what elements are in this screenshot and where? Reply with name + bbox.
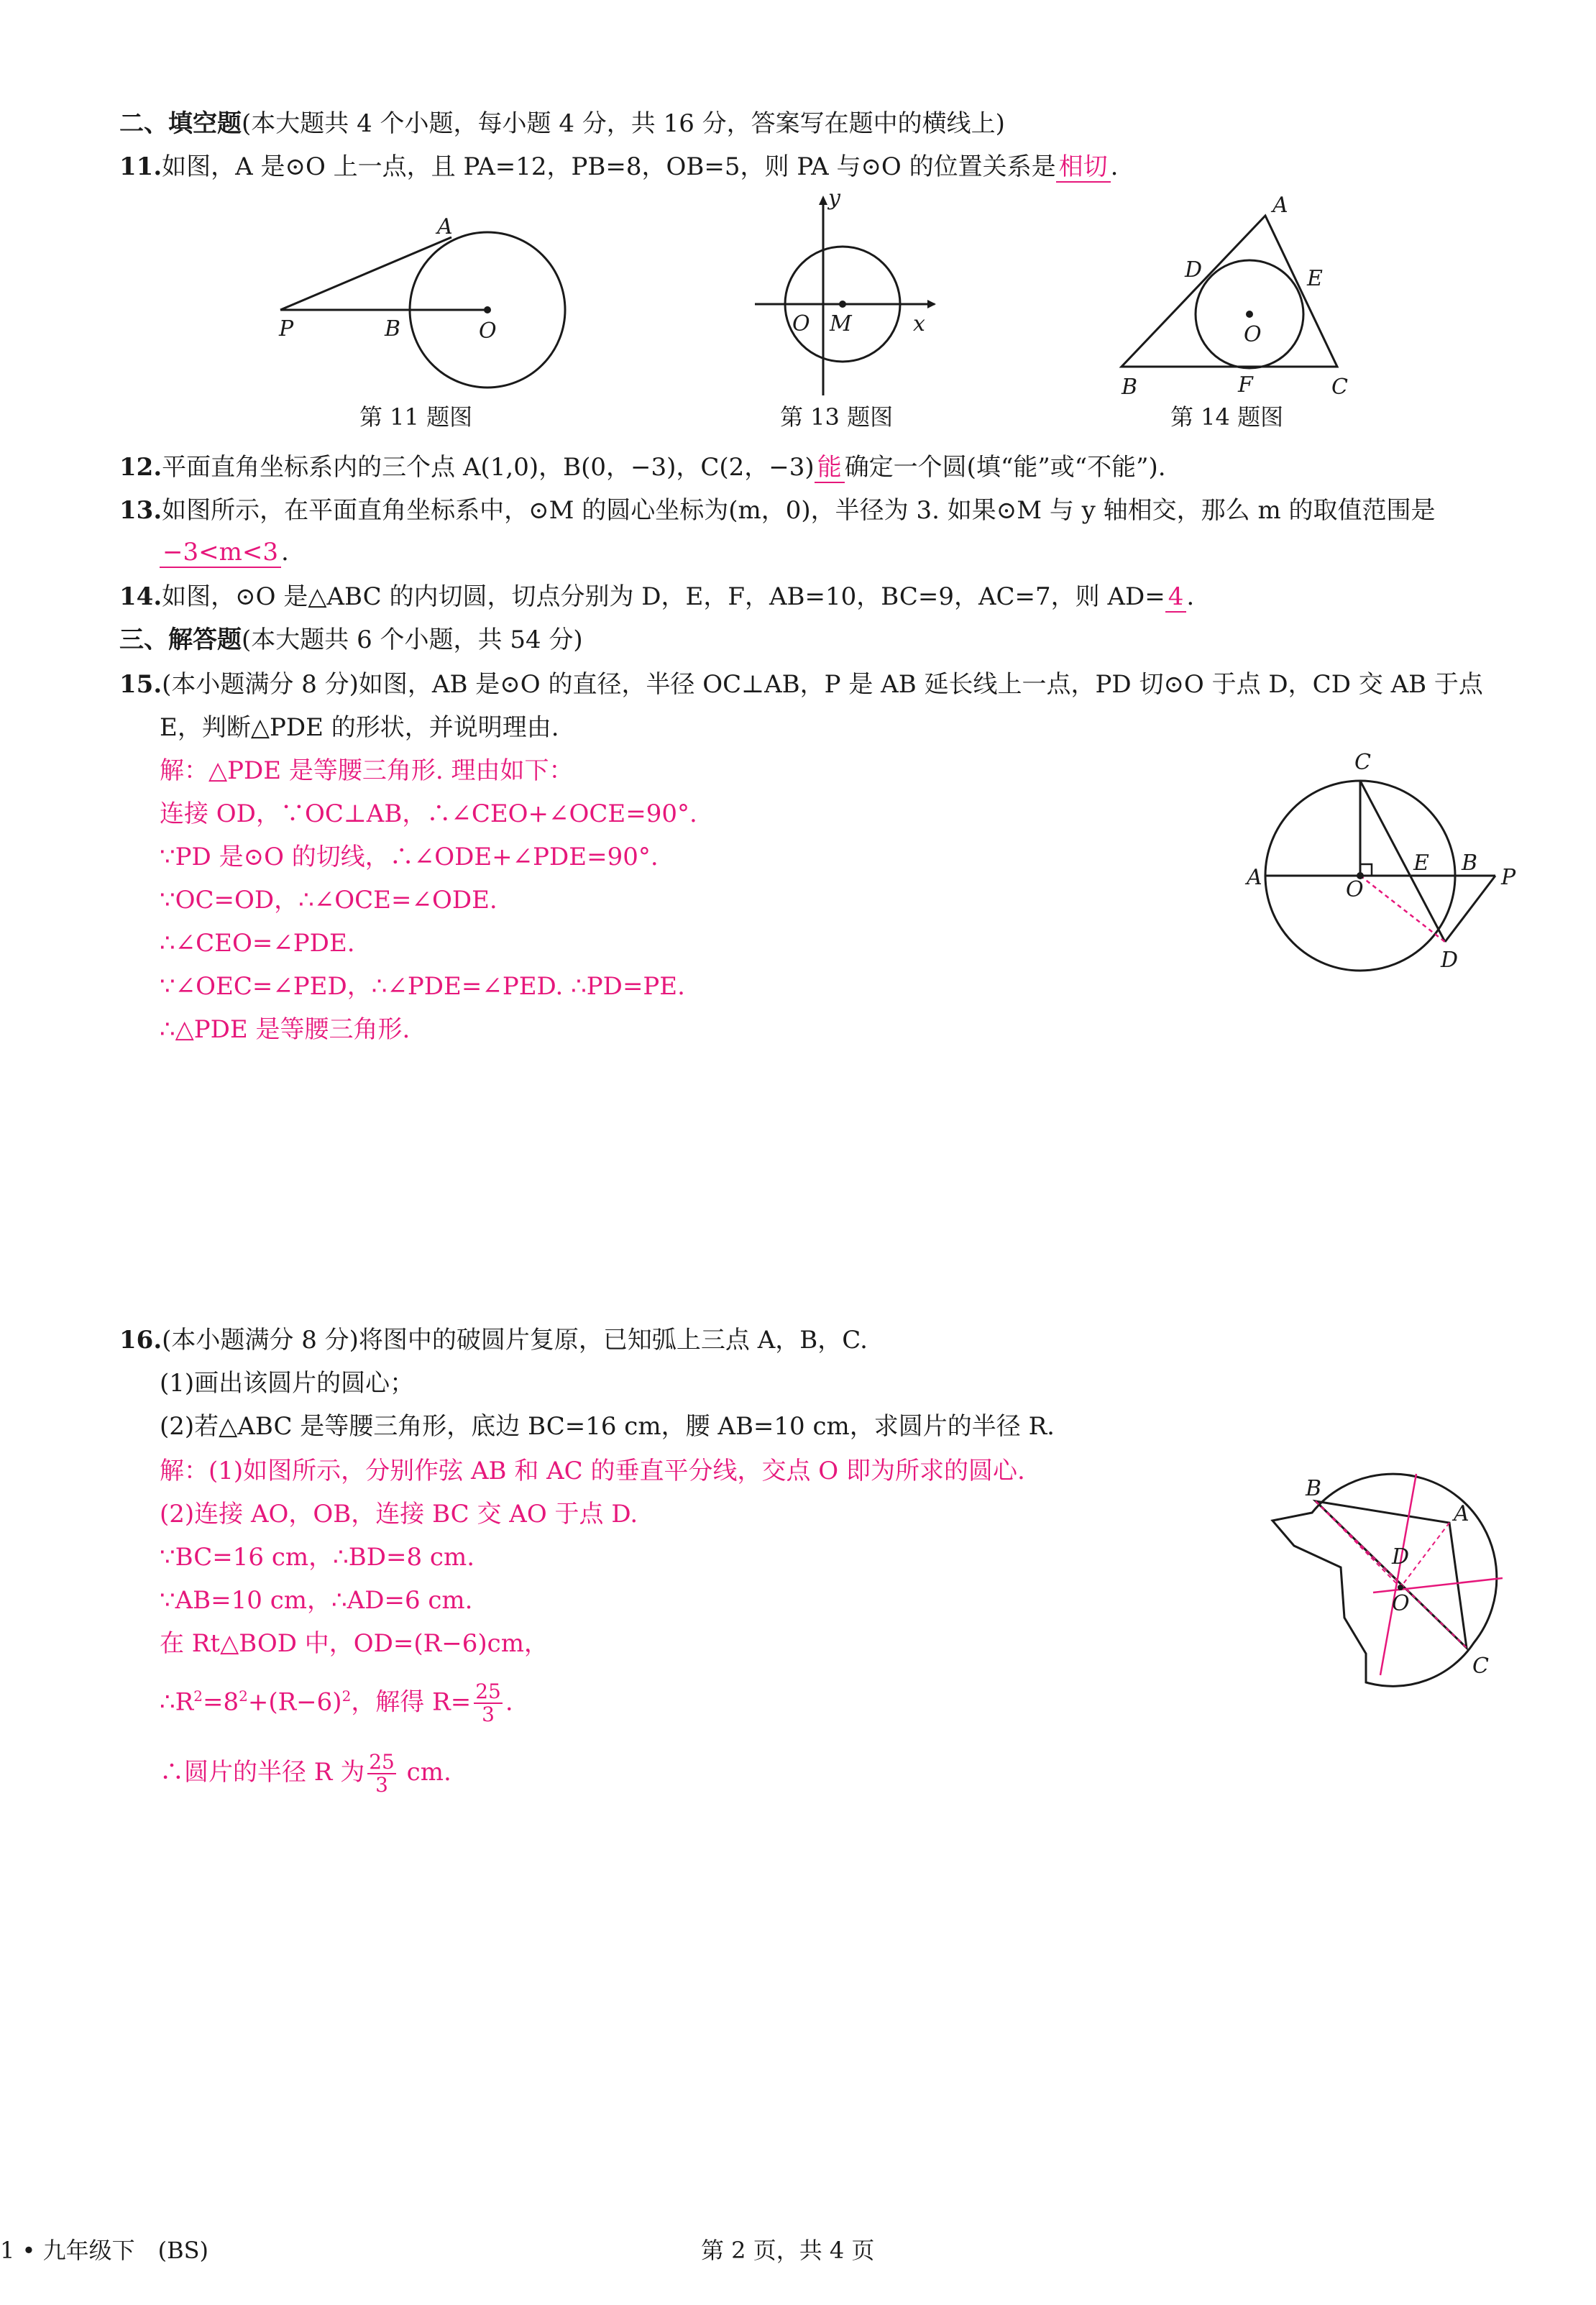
fraction-numerator: 25: [475, 1680, 501, 1704]
q16-solution-line: 在 Rt△BOD 中，OD=(R−6)cm，: [160, 1629, 549, 1658]
center-dot: [484, 306, 491, 313]
label-c: C: [1331, 375, 1348, 399]
label-p: P: [1501, 865, 1516, 890]
question-text: 如图，A 是⊙O 上一点，且 PA=12，PB=8，OB=5，则 PA 与⊙O 的位置关系是: [162, 152, 1056, 181]
label-f: F: [1238, 372, 1253, 398]
final-unit: cm.: [406, 1758, 451, 1787]
question-16-part1: (1)画出该圆片的圆心；: [160, 1369, 415, 1398]
answer-blank: 能: [815, 453, 845, 483]
figure-13: [748, 187, 949, 403]
question-number: 11.: [119, 152, 162, 181]
question-tail: .: [280, 538, 289, 567]
x-axis-arrow-icon: [927, 300, 936, 308]
q16-solution-line: ∵AB=10 cm，∴AD=6 cm.: [160, 1586, 473, 1615]
equation-part: =8: [202, 1687, 239, 1717]
exponent: 2: [239, 1687, 248, 1705]
label-a: A: [1272, 193, 1288, 218]
label-d: D: [1441, 948, 1459, 973]
fraction-denominator: 3: [482, 1703, 495, 1727]
footer-left: 1 • 九年级下 (BS): [0, 2237, 208, 2264]
label-b: B: [385, 316, 401, 342]
question-number: 14.: [119, 582, 162, 611]
question-tail: .: [1110, 152, 1119, 181]
section3-note: (本大题共 6 个小题，共 54 分): [242, 625, 583, 654]
question-tail: .: [1186, 582, 1195, 611]
center-dot: [1398, 1585, 1403, 1590]
segment-pa: [280, 237, 451, 310]
question-16: [119, 1324, 868, 1356]
label-o: O: [479, 319, 497, 344]
label-p: P: [279, 316, 294, 342]
question-number: 12.: [119, 453, 162, 482]
label-b: B: [1306, 1476, 1322, 1501]
label-m: M: [830, 311, 852, 336]
label-e: E: [1307, 266, 1323, 291]
question-16-part2: (2)若△ABC 是等腰三角形，底边 BC=16 cm，腰 AB=10 cm，求圆片的半径 R.: [160, 1412, 1055, 1441]
question-text: (本小题满分 8 分)将图中的破圆片复原，已知弧上三点 A，B，C.: [162, 1326, 868, 1355]
caption-fig13: 第 13 题图: [780, 403, 894, 431]
question-13: [119, 495, 1436, 526]
answer-blank: −3<m<3: [160, 538, 281, 568]
y-axis-arrow-icon: [819, 196, 827, 205]
equation-part: ，解得 R=: [351, 1687, 472, 1717]
caption-fig14: 第 14 题图: [1170, 403, 1284, 431]
question-text: 如图所示，在平面直角坐标系中，⊙M 的圆心坐标为(m，0)，半径为 3. 如果⊙M 与 y 轴相交，那么 m 的取值范围是: [162, 496, 1436, 525]
q15-solution-line: 连接 OD，∵OC⊥AB，∴∠CEO+∠OCE=90°.: [160, 799, 697, 828]
answer-blank: 相切: [1056, 152, 1111, 183]
question-13-answer-line: [160, 536, 289, 568]
q15-solution-line: ∴∠CEO=∠PDE.: [160, 929, 355, 958]
dashed-ob: [1316, 1501, 1400, 1587]
bisector-ac: [1373, 1578, 1503, 1593]
label-e: E: [1413, 851, 1429, 876]
question-15-line2: E，判断△PDE 的形状，并说明理由.: [160, 713, 559, 742]
question-number: 16.: [119, 1326, 162, 1355]
label-b: B: [1122, 375, 1138, 399]
dashed-od: [1360, 876, 1445, 942]
q15-solution-line: 解：△PDE 是等腰三角形. 理由如下：: [160, 756, 574, 785]
q15-solution-line: ∵OC=OD，∴∠OCE=∠ODE.: [160, 886, 497, 915]
label-d: D: [1185, 257, 1203, 283]
fraction: [367, 1751, 396, 1796]
triangle-abc: [1122, 216, 1337, 367]
section3-header: [119, 624, 583, 656]
fraction-denominator: 3: [375, 1773, 388, 1797]
caption-fig11: 第 11 题图: [359, 403, 473, 431]
equation-part: +(R−6): [247, 1687, 342, 1717]
q15-solution-line: ∵PD 是⊙O 的切线，∴∠ODE+∠PDE=90°.: [160, 843, 659, 871]
section2-note: (本大题共 4 个小题，每小题 4 分，共 16 分，答案写在题中的横线上): [242, 109, 1005, 138]
label-a: A: [437, 214, 453, 239]
exponent: 2: [341, 1687, 352, 1705]
center-dot: [839, 301, 846, 308]
label-a: A: [1454, 1501, 1469, 1526]
question-number: 15.: [119, 670, 162, 699]
question-15: [119, 669, 1483, 700]
figure-14: [1100, 191, 1359, 399]
fraction-numerator: 25: [369, 1750, 395, 1774]
section2-header: [119, 108, 1005, 139]
label-y: y: [828, 187, 840, 211]
segment-dp: [1445, 876, 1495, 942]
q15-solution-line: ∵∠OEC=∠PED，∴∠PDE=∠PED. ∴PD=PE.: [160, 972, 685, 1001]
answer-blank: 4: [1165, 582, 1187, 613]
label-o: O: [1392, 1591, 1410, 1616]
label-o: O: [792, 311, 810, 336]
segment-cd: [1360, 781, 1445, 942]
label-a: A: [1247, 865, 1262, 890]
question-number: 13.: [119, 496, 162, 525]
section2-title: 二、填空题: [119, 109, 242, 138]
figure-11: [266, 201, 582, 395]
question-tail: 确定一个圆(填“能”或“不能”).: [844, 453, 1166, 482]
question-text: 平面直角坐标系内的三个点 A(1,0)，B(0，−3)，C(2，−3): [162, 453, 815, 482]
q16-equation-line: $\therefore R^2=8^2+(R-6)^2$，解得 R= $\frac{25}{3}$ .: [160, 1680, 513, 1727]
section3-title: 三、解答题: [119, 625, 242, 654]
exponent: 2: [193, 1687, 203, 1705]
figure-15: [1237, 748, 1524, 985]
label-b: B: [1462, 851, 1478, 876]
label-c: C: [1472, 1654, 1489, 1679]
fraction: [474, 1681, 503, 1726]
q16-final-line: [160, 1747, 451, 1797]
figure-16: [1265, 1467, 1524, 1704]
q15-solution-line: ∴△PDE 是等腰三角形.: [160, 1015, 411, 1044]
question-14: [119, 581, 1194, 613]
question-11: [119, 151, 1118, 183]
label-x: x: [913, 311, 925, 336]
q16-solution-line: 解：(1)如图所示，分别作弦 AB 和 AC 的垂直平分线，交点 O 即为所求的圆心.: [160, 1457, 1025, 1485]
question-text: (本小题满分 8 分)如图，AB 是⊙O 的直径，半径 OC⊥AB，P 是 AB 延长线上一点，PD 切⊙O 于点 D，CD 交 AB 于点: [162, 670, 1483, 699]
center-dot: [1246, 311, 1253, 318]
question-12: [119, 452, 1166, 483]
q16-solution-line: (2)连接 AO，OB，连接 BC 交 AO 于点 D.: [160, 1500, 638, 1529]
label-o: O: [1346, 877, 1364, 902]
footer-page-number: 第 2 页，共 4 页: [701, 2237, 875, 2264]
label-d: D: [1392, 1544, 1410, 1569]
final-text: ∴圆片的半径 R 为: [160, 1758, 365, 1787]
label-c: C: [1354, 750, 1371, 775]
label-o: O: [1244, 322, 1262, 347]
q16-solution-line: ∵BC=16 cm，∴BD=8 cm.: [160, 1543, 474, 1572]
equation-part: ∴R: [160, 1687, 194, 1717]
question-text: 如图，⊙O 是△ABC 的内切圆，切点分别为 D，E，F，AB=10，BC=9，AC=7，则 AD=: [162, 582, 1165, 611]
